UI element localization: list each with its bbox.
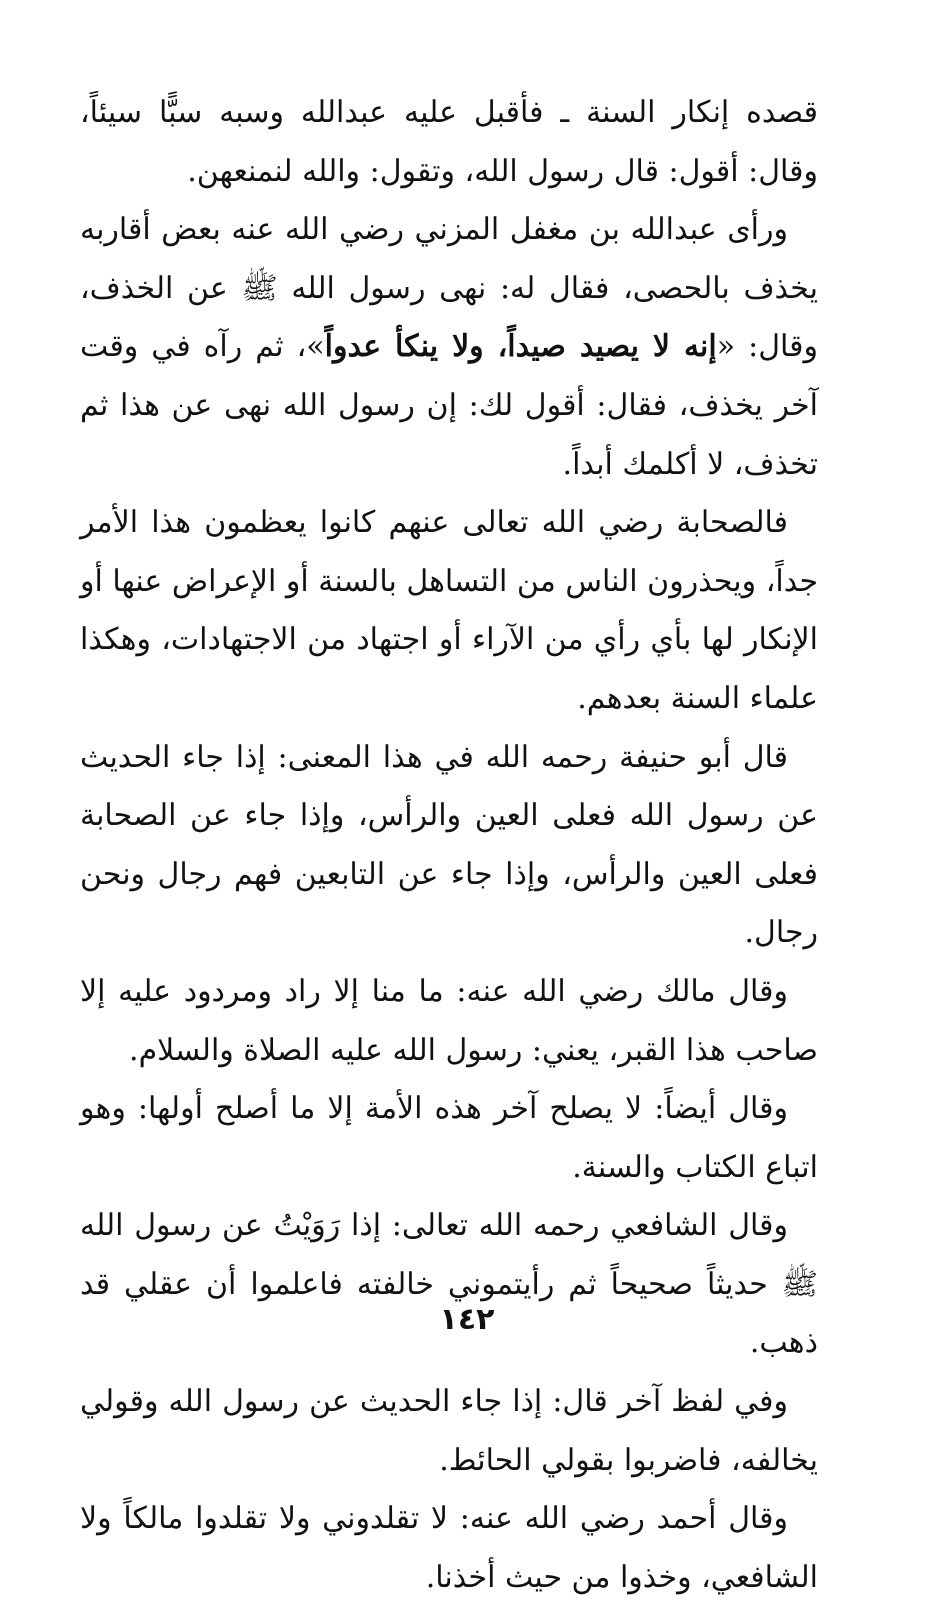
paragraph-5: وقال مالك رضي الله عنه: ما منا إلا راد ومردود عليه إلا صاحب هذا القبر، يعني: رسول الله عليه الصلاة والسلام.: [80, 973, 818, 1068]
paragraph-2-text-end: »، ثم رآه في وقت آخر يخذف، فقال: أقول لك: إن رسول الله نهى عن هذا ثم تخذف، لا أكلمك أبداً.: [80, 329, 818, 482]
paragraph-9: وقال أحمد رضي الله عنه: لا تقلدوني ولا تقلدوا مالكاً ولا الشافعي، وخذوا من حيث أخذنا.: [80, 1501, 818, 1595]
paragraph-1: قصده إنكار السنة ـ فأقبل عليه عبدالله وسبه سبًّا سيئاً، وقال: أقول: قال رسول الله، وتقول: والله لنمنعهن.: [80, 95, 818, 189]
hadith-quote: إنه لا يصيد صيداً، ولا ينكأ عدواً: [324, 329, 717, 365]
paragraph-6: وقال أيضاً: لا يصلح آخر هذه الأمة إلا ما أصلح أولها: وهو اتباع الكتاب والسنة.: [80, 1091, 818, 1185]
paragraph-7: وقال الشافعي رحمه الله تعالى: إذا رَوَيْتُ عن رسول الله ﷺ حديثاً صحيحاً ثم رأيتموني خالفته فاعلموا أن عقلي قد ذهب.: [80, 1208, 818, 1361]
paragraph-2-text: ورأى عبدالله بن مغفل المزني رضي الله عنه بعض أقاربه يخذف بالحصى، فقال له: نهى رسول الله ﷺ عن الخذف، وقال: «: [80, 212, 818, 365]
paragraph-2: [80, 201, 818, 494]
paragraph-8: وفي لفظ آخر قال: إذا جاء الحديث عن رسول الله وقولي يخالفه، فاضربوا بقولي الحائط.: [80, 1384, 818, 1478]
paragraph-4: قال أبو حنيفة رحمه الله في هذا المعنى: إذا جاء الحديث عن رسول الله فعلى العين والرأس، وإذا جاء عن الصحابة فعلى العين والرأس، وإذا جاء عن التابعين فهم رجال ونحن رجال.: [80, 739, 818, 951]
paragraph-3: فالصحابة رضي الله تعالى عنهم كانوا يعظمون هذا الأمر جداً، ويحذرون الناس من التساهل بالسنة أو الإعراض عنها أو الإنكار لها بأي رأي من الآراء أو اجتهاد من الاجتهادات، وهكذا علماء السنة بعدهم.: [80, 505, 818, 716]
page-number: ١٤٢: [439, 1302, 495, 1337]
